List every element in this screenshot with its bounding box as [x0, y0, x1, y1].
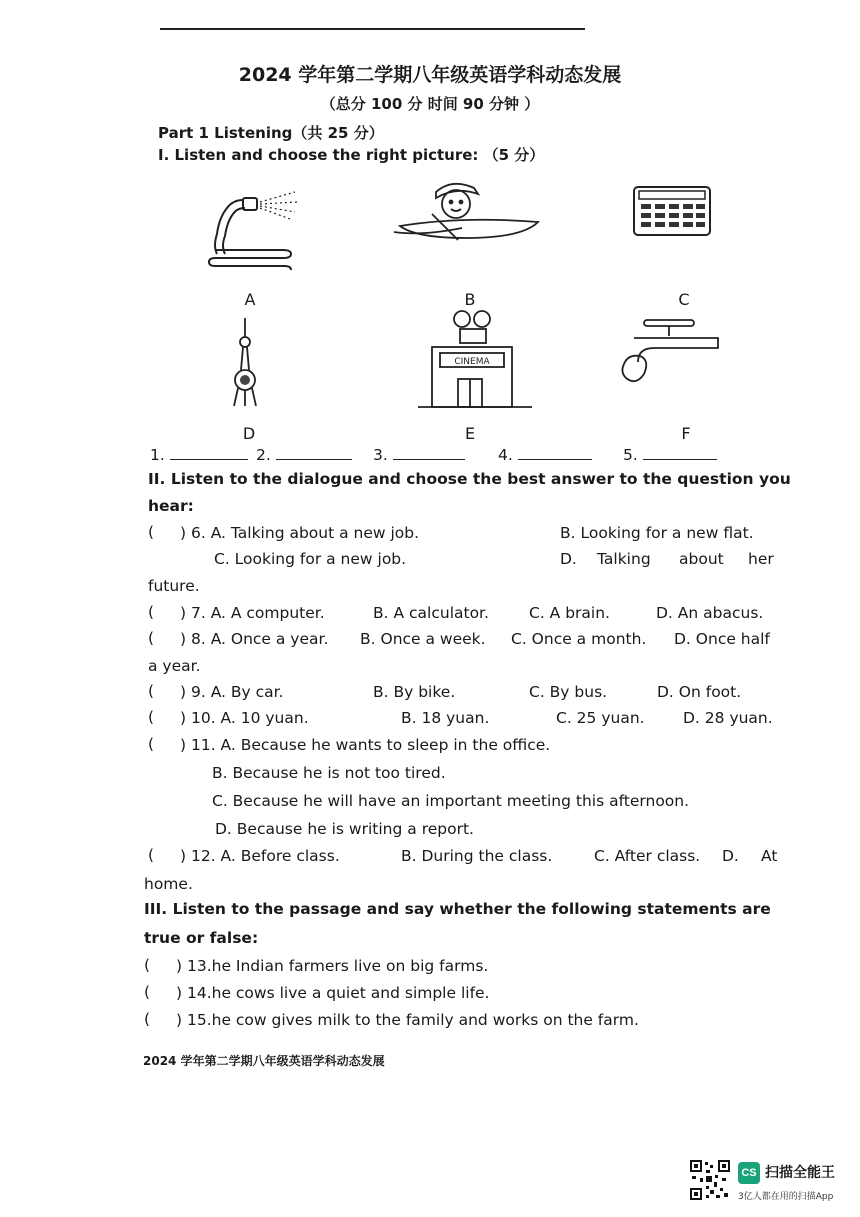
page-title: 2024 学年第二学期八年级英语学科动态发展 [238, 64, 622, 86]
q12-option-a: ) 12. A. Before class. [180, 847, 340, 865]
part1-heading: Part 1 Listening（共 25 分） [158, 124, 384, 142]
q6-option-d-cont: future. [148, 577, 200, 595]
camscanner-name: 扫描全能王 [765, 1165, 835, 1181]
q6-option-d-word3: her [748, 550, 774, 568]
water-hose-icon [205, 188, 305, 278]
q7-option-d: D. An abacus. [656, 604, 764, 622]
q12-option-c: C. After class. [594, 847, 701, 865]
q12-option-d-label: D. [722, 847, 739, 865]
cinema-sign: CINEMA [454, 357, 490, 367]
q8-option-d-cont: a year. [148, 657, 201, 675]
qr-code-icon [690, 1160, 730, 1200]
q9-option-b: B. By bike. [373, 683, 456, 701]
answer-paren-13[interactable]: ( [144, 956, 151, 974]
picture-label-c: C [678, 290, 690, 309]
q9-option-d: D. On foot. [657, 683, 742, 701]
q8-option-a: ) 8. A. Once a year. [180, 630, 329, 648]
answer-paren-14[interactable]: ( [144, 983, 151, 1001]
answer-paren-7[interactable]: ( [148, 603, 155, 621]
q6-option-d-word1: Talking [597, 550, 651, 568]
section3-heading-line2: true or false: [144, 929, 259, 947]
q6-option-b: B. Looking for a new flat. [560, 524, 754, 542]
q6-option-c: C. Looking for a new job. [214, 550, 407, 568]
section1-heading: I. Listen and choose the right picture: （5 分） [158, 146, 545, 164]
q7-option-a: ) 7. A. A computer. [180, 604, 325, 622]
q10-option-a: ) 10. A. 10 yuan. [180, 709, 309, 727]
answer-paren-10[interactable]: ( [148, 708, 155, 726]
picture-label-a: A [244, 290, 256, 309]
section2-heading-line2: hear: [148, 497, 194, 515]
picture-label-d: D [242, 424, 256, 443]
q7-option-b: B. A calculator. [373, 604, 489, 622]
answer-blank-1[interactable]: 1. [150, 446, 248, 464]
answer-paren-12[interactable]: ( [148, 846, 155, 864]
q8-option-b: B. Once a week. [360, 630, 486, 648]
answer-paren-8[interactable]: ( [148, 629, 155, 647]
page-subtitle: （总分 100 分 时间 90 分钟 ） [320, 95, 540, 113]
calculator-icon [633, 186, 713, 238]
camscanner-tagline: 3亿人都在用的扫描App [738, 1192, 834, 1202]
q12-option-d-cont: home. [144, 875, 193, 893]
q12-option-b: B. During the class. [401, 847, 553, 865]
q11-option-c: C. Because he will have an important meeting this afternoon. [212, 792, 690, 810]
dripping-tap-icon [614, 318, 724, 390]
q12-option-d-word: At [761, 847, 778, 865]
answer-blank-5[interactable]: 5. [623, 446, 717, 464]
q9-option-a: ) 9. A. By car. [180, 683, 284, 701]
statement-14: ) 14.he cows live a quiet and simple life. [176, 984, 490, 1002]
statement-13: ) 13.he Indian farmers live on big farms. [176, 957, 489, 975]
q8-option-d: D. Once half [674, 630, 770, 648]
q11-option-d: D. Because he is writing a report. [215, 820, 474, 838]
q6-option-d-label: D. [560, 550, 577, 568]
section3-heading-line1: III. Listen to the passage and say whether the following statements are [144, 900, 771, 918]
answer-paren-6[interactable]: ( [148, 523, 155, 541]
picture-label-b: B [464, 290, 476, 309]
q7-option-c: C. A brain. [529, 604, 610, 622]
answer-blank-4[interactable]: 4. [498, 446, 592, 464]
footer-title: 2024 学年第二学期八年级英语学科动态发展 [143, 1054, 385, 1068]
q8-option-c: C. Once a month. [511, 630, 647, 648]
answer-paren-9[interactable]: ( [148, 682, 155, 700]
statement-15: ) 15.he cow gives milk to the family and works on the farm. [176, 1011, 639, 1029]
answer-paren-15[interactable]: ( [144, 1010, 151, 1028]
answer-blank-3[interactable]: 3. [373, 446, 465, 464]
q10-option-b: B. 18 yuan. [401, 709, 490, 727]
q11-option-b: B. Because he is not too tired. [212, 764, 446, 782]
q6-option-d-word2: about [679, 550, 724, 568]
q6-option-a: ) 6. A. Talking about a new job. [180, 524, 420, 542]
top-rule [160, 28, 585, 30]
tv-tower-icon [228, 318, 262, 408]
q10-option-c: C. 25 yuan. [556, 709, 645, 727]
answer-blank-2[interactable]: 2. [256, 446, 352, 464]
picture-label-f: F [681, 424, 691, 443]
cinema-building-icon [418, 307, 534, 409]
camscanner-logo-icon: CS [738, 1162, 760, 1184]
answer-paren-11[interactable]: ( [148, 735, 155, 753]
section2-heading-line1: II. Listen to the dialogue and choose the best answer to the question you [148, 470, 791, 488]
boy-rowing-boat-icon [392, 178, 542, 248]
q9-option-c: C. By bus. [529, 683, 608, 701]
picture-label-e: E [464, 424, 476, 443]
q11-option-a: ) 11. A. Because he wants to sleep in the office. [180, 736, 551, 754]
q10-option-d: D. 28 yuan. [683, 709, 773, 727]
